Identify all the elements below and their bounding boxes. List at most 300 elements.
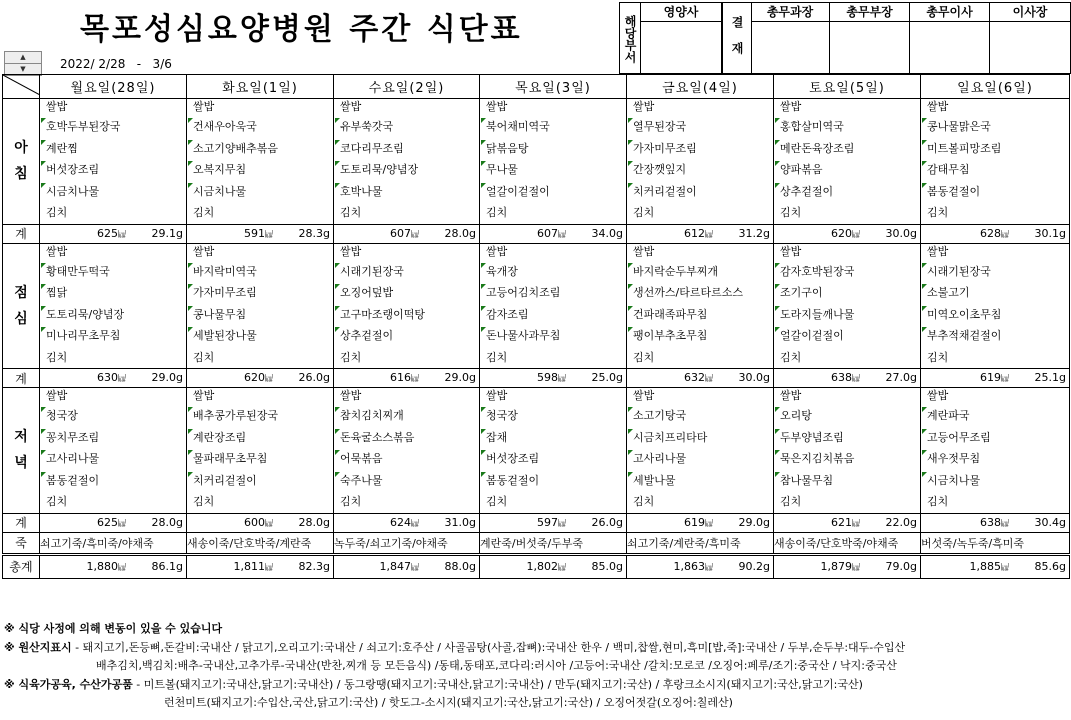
processed-line-2: 런천미트(돼지고기:수입산,국산,닭고기:국산) / 핫도그-소시지(돼지고기:국산,닭고기:국산) / 오징어젓갈(오징어:칠레산): [164, 696, 733, 709]
approval-col-1: [751, 3, 830, 73]
menu-item: 묵은지김치볶음: [774, 448, 920, 470]
menu-item: 치커리겉절이: [627, 181, 773, 203]
gram-number: 28.3: [298, 226, 324, 240]
gram-value: [299, 371, 330, 384]
kcal-value: [390, 516, 419, 529]
menu-table: [2, 74, 1070, 579]
processed-label: ※ 식육가공육, 수산가공품: [4, 677, 133, 691]
menu-item: 도토리묵/양념장: [334, 159, 479, 181]
menu-item: 쌀밥: [193, 244, 215, 258]
menu-item: 도토리묵/양념장: [40, 304, 186, 326]
kcal-number: 1,802: [526, 559, 558, 573]
gram-value: [886, 227, 917, 240]
gram-number: 29.0: [151, 371, 177, 384]
menu-item: 소고기양배추볶음: [187, 138, 333, 160]
menu-item: 열무된장국: [627, 116, 773, 138]
gram-value: [152, 227, 183, 240]
menu-item: 호박나물: [334, 181, 479, 203]
kcal-value: [831, 227, 860, 240]
kcal-value: [684, 227, 713, 240]
lunch-subtotal-cell: [480, 369, 627, 388]
menu-item: 김치: [193, 495, 215, 508]
menu-item: 쌀밥: [780, 244, 802, 258]
menu-item: 간장깻잎지: [627, 159, 773, 181]
gram-number: 30.4: [1034, 515, 1060, 529]
porridge-cell: 계란죽/버섯죽/두부죽: [480, 532, 627, 554]
menu-item: 소고기탕국: [627, 405, 773, 427]
day-header: 목요일(3일): [480, 75, 627, 99]
menu-table-container: [2, 74, 1069, 616]
menu-item: 감태무침: [921, 159, 1069, 181]
menu-item: 배추콩가루된장국: [187, 405, 333, 427]
gram-unit: g: [176, 515, 183, 529]
kcal-unit: ㎉: [558, 518, 566, 528]
menu-item: 청국장: [480, 405, 626, 427]
gram-value: [299, 560, 330, 573]
porridge-label: 죽: [3, 532, 40, 554]
kcal-value: [234, 560, 274, 573]
menu-item: 시래기된장국: [921, 261, 1069, 283]
gram-value: [1035, 560, 1066, 573]
menu-item: 시금치프리타타: [627, 427, 773, 449]
kcal-number: 591: [244, 226, 265, 240]
kcal-number: 620: [244, 371, 265, 384]
gram-number: 27.0: [885, 371, 911, 384]
breakfast-cell: [40, 99, 187, 225]
gram-unit: g: [176, 371, 183, 384]
gram-unit: g: [323, 371, 330, 384]
gram-unit: g: [176, 226, 183, 240]
kcal-unit: ㎉: [1001, 562, 1009, 572]
kcal-value: [244, 371, 273, 384]
menu-item: 봄동겉절이: [480, 470, 626, 492]
gram-value: [152, 560, 183, 573]
grand-total-cell: [627, 554, 774, 578]
kcal-value: [97, 227, 126, 240]
header-row: [3, 75, 1070, 99]
gram-value: [299, 227, 330, 240]
menu-item: 가자미무조림: [627, 138, 773, 160]
kcal-value: [537, 516, 566, 529]
menu-item: 고사리나물: [40, 448, 186, 470]
breakfast-row: [3, 99, 1070, 225]
menu-item: 무나물: [480, 159, 626, 181]
dinner-cell: [40, 388, 187, 514]
kcal-number: 1,847: [379, 559, 411, 573]
porridge-cell: 쇠고기죽/계란죽/흑미죽: [627, 532, 774, 554]
dinner-cell: [334, 388, 480, 514]
dinner-subtotal-cell: [627, 513, 774, 532]
menu-item: 오복지무침: [187, 159, 333, 181]
menu-item: 조기구이: [774, 282, 920, 304]
gram-value: [739, 560, 770, 573]
menu-item: 어묵볶음: [334, 448, 479, 470]
kcal-number: 1,811: [233, 559, 265, 573]
gram-unit: g: [323, 515, 330, 529]
menu-item: 콩나물맑은국: [921, 116, 1069, 138]
gram-unit: g: [323, 559, 330, 573]
day-header: 수요일(2일): [334, 75, 480, 99]
gram-number: 34.0: [591, 226, 617, 240]
menu-item: 시금치나물: [187, 181, 333, 203]
menu-item: 바지락순두부찌개: [627, 261, 773, 283]
menu-item: 메란돈육장조림: [774, 138, 920, 160]
lunch-cell: [627, 243, 774, 369]
kcal-number: 607: [390, 226, 411, 240]
menu-item: 코다리무조림: [334, 138, 479, 160]
kcal-number: 638: [980, 515, 1001, 529]
kcal-value: [380, 560, 420, 573]
lunch-subtotal-cell: [40, 369, 187, 388]
dinner-subtotal-cell: [774, 513, 921, 532]
menu-item: 고등어김치조림: [480, 282, 626, 304]
gram-unit: g: [1059, 226, 1066, 240]
menu-item: 김치: [927, 350, 949, 364]
menu-item: 세발나물: [627, 470, 773, 492]
gram-value: [445, 227, 476, 240]
gram-value: [886, 371, 917, 384]
spinner-up-button[interactable]: ▲: [4, 51, 42, 64]
notes: [4, 620, 1066, 713]
kcal-value: [831, 516, 860, 529]
spinner-down-button[interactable]: ▼: [4, 63, 42, 76]
breakfast-subtotal-cell: [40, 224, 187, 243]
subtotal-label: 계: [3, 369, 40, 388]
porridge-cell: 녹두죽/쇠고기죽/야채죽: [334, 532, 480, 554]
menu-item: 미역오이초무침: [921, 304, 1069, 326]
menu-item: 가자미무조림: [187, 282, 333, 304]
menu-item: 미나리무초무침: [40, 325, 186, 347]
gram-value: [1035, 516, 1066, 529]
gram-unit: g: [763, 515, 770, 529]
gram-number: 30.0: [885, 226, 911, 240]
kcal-unit: ㎉: [705, 374, 713, 383]
menu-item: 김치: [340, 206, 362, 219]
menu-item: 쌀밥: [633, 244, 655, 258]
gram-value: [886, 560, 917, 573]
approval-sign-label: 결재: [722, 3, 752, 73]
gram-number: 85.6: [1034, 559, 1060, 573]
menu-item: 김치: [193, 350, 215, 364]
menu-item: 팽이부추초무침: [627, 325, 773, 347]
menu-item: 쌀밥: [46, 100, 68, 113]
breakfast-subtotal-cell: [921, 224, 1070, 243]
dinner-cell: [774, 388, 921, 514]
lunch-cell: [187, 243, 334, 369]
menu-item: 계란파국: [921, 405, 1069, 427]
kcal-number: 621: [831, 515, 852, 529]
lunch-cell: [334, 243, 480, 369]
menu-item: 김치: [780, 350, 802, 364]
menu-item: 김치: [927, 206, 949, 219]
porridge-row: [3, 532, 1070, 554]
gram-number: 86.1: [151, 559, 177, 573]
kcal-number: 1,880: [86, 559, 118, 573]
menu-item: 닭볶음탕: [480, 138, 626, 160]
menu-item: 쌀밥: [46, 389, 68, 402]
lunch-subtotal-row: [3, 369, 1070, 388]
gram-number: 29.0: [444, 371, 470, 384]
kcal-value: [980, 227, 1009, 240]
day-header: 화요일(1일): [187, 75, 334, 99]
grand-total-cell: [921, 554, 1070, 578]
menu-item: 얼갈이겉절이: [480, 181, 626, 203]
gram-value: [592, 560, 623, 573]
kcal-number: 1,879: [820, 559, 852, 573]
breakfast-subtotal-cell: [774, 224, 921, 243]
menu-item: 세발된장나물: [187, 325, 333, 347]
menu-item: 꽁치무조림: [40, 427, 186, 449]
breakfast-subtotal-cell: [334, 224, 480, 243]
menu-item: 고구마조랭이떡탕: [334, 304, 479, 326]
kcal-unit: ㎉: [558, 562, 566, 572]
gram-value: [739, 371, 770, 384]
menu-item: 쌀밥: [340, 389, 362, 402]
menu-item: 새우젓무침: [921, 448, 1069, 470]
menu-item: 두부양념조림: [774, 427, 920, 449]
breakfast-cell: [774, 99, 921, 225]
porridge-cell: 버섯죽/녹두죽/흑미죽: [921, 532, 1070, 554]
breakfast-cell: [921, 99, 1070, 225]
porridge-cell: 새송이죽/단호박죽/계란죽: [187, 532, 334, 554]
menu-item: 쌀밥: [927, 244, 949, 258]
menu-item: 숙주나물: [334, 470, 479, 492]
menu-item: 상추겉절이: [334, 325, 479, 347]
gram-number: 30.1: [1034, 226, 1060, 240]
kcal-value: [527, 560, 567, 573]
menu-item: 김치: [633, 350, 655, 364]
menu-item: 물파래무초무침: [187, 448, 333, 470]
kcal-number: 619: [980, 371, 1001, 384]
lunch-subtotal-cell: [921, 369, 1070, 388]
breakfast-subtotal-cell: [480, 224, 627, 243]
kcal-number: 620: [831, 226, 852, 240]
kcal-unit: ㎉: [118, 518, 126, 528]
kcal-value: [97, 516, 126, 529]
gram-unit: g: [1059, 559, 1066, 573]
gram-unit: g: [469, 515, 476, 529]
kcal-unit: ㎉: [1001, 518, 1009, 528]
gram-number: 26.0: [298, 371, 324, 384]
kcal-value: [390, 227, 419, 240]
grand-total-label: 총계: [3, 554, 40, 578]
kcal-number: 625: [97, 515, 118, 529]
kcal-number: 625: [97, 226, 118, 240]
menu-item: 쌀밥: [193, 389, 215, 402]
grand-total-cell: [40, 554, 187, 578]
lunch-subtotal-cell: [774, 369, 921, 388]
gram-value: [299, 516, 330, 529]
role-general-manager: 총무과장: [751, 3, 829, 22]
gram-unit: g: [910, 559, 917, 573]
lunch-cell: [480, 243, 627, 369]
menu-item: 잡채: [480, 427, 626, 449]
dinner-cell: [480, 388, 627, 514]
lunch-subtotal-cell: [334, 369, 480, 388]
kcal-value: [244, 227, 273, 240]
gram-number: 29.1: [151, 226, 177, 240]
menu-item: 육개장: [480, 261, 626, 283]
menu-item: 쌀밥: [486, 244, 508, 258]
approval-col-3: [910, 3, 990, 73]
menu-item: 쌀밥: [780, 389, 802, 402]
menu-item: 김치: [46, 206, 68, 219]
gram-value: [592, 516, 623, 529]
lunch-row: [3, 243, 1070, 369]
menu-item: 감자조림: [480, 304, 626, 326]
menu-item: 쌀밥: [486, 389, 508, 402]
menu-item: 김치: [340, 495, 362, 508]
gram-number: 29.0: [738, 515, 764, 529]
gram-unit: g: [1059, 515, 1066, 529]
gram-unit: g: [616, 515, 623, 529]
menu-item: 쌀밥: [340, 100, 362, 113]
lunch-cell: [40, 243, 187, 369]
gram-value: [152, 516, 183, 529]
gram-value: [1035, 371, 1066, 384]
gram-number: 28.0: [298, 515, 324, 529]
menu-item: 쌀밥: [927, 389, 949, 402]
gram-value: [1035, 227, 1066, 240]
dinner-row: [3, 388, 1070, 514]
porridge-cell: 새송이죽/단호박죽/야채죽: [774, 532, 921, 554]
menu-item: 쌀밥: [633, 100, 655, 113]
menu-item: 김치: [340, 350, 362, 364]
menu-item: 홍합살미역국: [774, 116, 920, 138]
kcal-number: 632: [684, 371, 705, 384]
menu-item: 쌀밥: [486, 100, 508, 113]
gram-number: 26.0: [591, 515, 617, 529]
gram-number: 88.0: [444, 559, 470, 573]
breakfast-subtotal-cell: [187, 224, 334, 243]
menu-item: 고사리나물: [627, 448, 773, 470]
kcal-value: [980, 516, 1009, 529]
grand-total-cell: [774, 554, 921, 578]
menu-item: 북어채미역국: [480, 116, 626, 138]
kcal-unit: ㎉: [265, 562, 273, 572]
kcal-number: 628: [980, 226, 1001, 240]
gram-number: 22.0: [885, 515, 911, 529]
kcal-value: [674, 560, 714, 573]
origin-label: ※ 원산지표시: [4, 640, 72, 654]
menu-item: 봄동겉절이: [40, 470, 186, 492]
breakfast-subtotal-cell: [627, 224, 774, 243]
kcal-value: [831, 371, 860, 384]
dinner-subtotal-cell: [480, 513, 627, 532]
kcal-number: 607: [537, 226, 558, 240]
gram-unit: g: [616, 559, 623, 573]
kcal-value: [684, 516, 713, 529]
kcal-unit: ㎉: [411, 518, 419, 528]
lunch-label: 점 심: [3, 243, 40, 369]
kcal-unit: ㎉: [705, 229, 713, 239]
menu-item: 쌀밥: [340, 244, 362, 258]
kcal-unit: ㎉: [558, 229, 566, 239]
gram-value: [445, 560, 476, 573]
approval-dietitian: [641, 3, 722, 73]
kcal-value: [87, 560, 127, 573]
day-header: 월요일(28일): [40, 75, 187, 99]
gram-value: [739, 516, 770, 529]
gram-unit: g: [763, 226, 770, 240]
kcal-unit: ㎉: [705, 518, 713, 528]
menu-item: 미트볼피망조림: [921, 138, 1069, 160]
menu-item: 참치김치찌개: [334, 405, 479, 427]
origin-line-1: - 돼지고기,돈등뼈,돈갈비:국내산 / 닭고기,오리고기:국내산 / 쇠고기:호주산 / 사골곰탕(사골,잡뼈):국내산 한우 / 백미,찹쌀,현미,흑미[밥,죽]:국내산 / 두부,순두부:대두-수입산: [71, 640, 906, 654]
kcal-unit: ㎉: [411, 374, 419, 383]
kcal-unit: ㎉: [118, 562, 126, 572]
menu-item: 콩나물무침: [187, 304, 333, 326]
kcal-unit: ㎉: [411, 229, 419, 239]
gram-number: 25.0: [591, 371, 617, 384]
menu-item: 치커리겉절이: [187, 470, 333, 492]
kcal-number: 598: [537, 371, 558, 384]
grand-total-cell: [480, 554, 627, 578]
breakfast-cell: [334, 99, 480, 225]
menu-item: 찜닭: [40, 282, 186, 304]
kcal-unit: ㎉: [852, 374, 860, 383]
menu-item: 계란장조림: [187, 427, 333, 449]
gram-unit: g: [763, 371, 770, 384]
menu-item: 돈육굴소스볶음: [334, 427, 479, 449]
role-general-director: 총무부장: [830, 3, 909, 22]
lunch-cell: [774, 243, 921, 369]
kcal-value: [390, 371, 419, 384]
gram-unit: g: [469, 559, 476, 573]
lunch-cell: [921, 243, 1070, 369]
menu-item: 김치: [486, 495, 508, 508]
menu-item: 쌀밥: [780, 100, 802, 113]
change-notice: ※ 식당 사정에 의해 변동이 있을 수 있습니다: [4, 622, 223, 635]
menu-item: 고등어무조림: [921, 427, 1069, 449]
menu-item: 김치: [633, 206, 655, 219]
gram-number: 25.1: [1034, 371, 1060, 384]
menu-item: 김치: [486, 350, 508, 364]
kcal-unit: ㎉: [265, 374, 273, 383]
kcal-unit: ㎉: [265, 518, 273, 528]
menu-item: 김치: [927, 495, 949, 508]
kcal-number: 597: [537, 515, 558, 529]
menu-item: 건새우아욱국: [187, 116, 333, 138]
menu-item: 바지락미역국: [187, 261, 333, 283]
menu-item: 김치: [780, 495, 802, 508]
day-header: 금요일(4일): [627, 75, 774, 99]
breakfast-label: 아 침: [3, 99, 40, 225]
menu-item: 황태만두떡국: [40, 261, 186, 283]
gram-value: [445, 516, 476, 529]
page-title: 목포성심요양병원 주간 식단표: [80, 12, 523, 47]
grand-total-cell: [334, 554, 480, 578]
menu-item: 건파래족파무침: [627, 304, 773, 326]
kcal-number: 619: [684, 515, 705, 529]
gram-unit: g: [616, 226, 623, 240]
menu-item: 쌀밥: [927, 100, 949, 113]
day-header: 토요일(5일): [774, 75, 921, 99]
menu-item: 부추적채겉절이: [921, 325, 1069, 347]
gram-number: 30.0: [738, 371, 764, 384]
gram-number: 82.3: [298, 559, 324, 573]
menu-item: 시래기된장국: [334, 261, 479, 283]
kcal-value: [970, 560, 1010, 573]
menu-item: 버섯장조림: [40, 159, 186, 181]
approval-col-2: [830, 3, 910, 73]
menu-item: 김치: [780, 206, 802, 219]
gram-unit: g: [910, 371, 917, 384]
menu-item: 얼갈이겉절이: [774, 325, 920, 347]
kcal-value: [244, 516, 273, 529]
gram-number: 85.0: [591, 559, 617, 573]
grand-total-row: [3, 554, 1070, 578]
